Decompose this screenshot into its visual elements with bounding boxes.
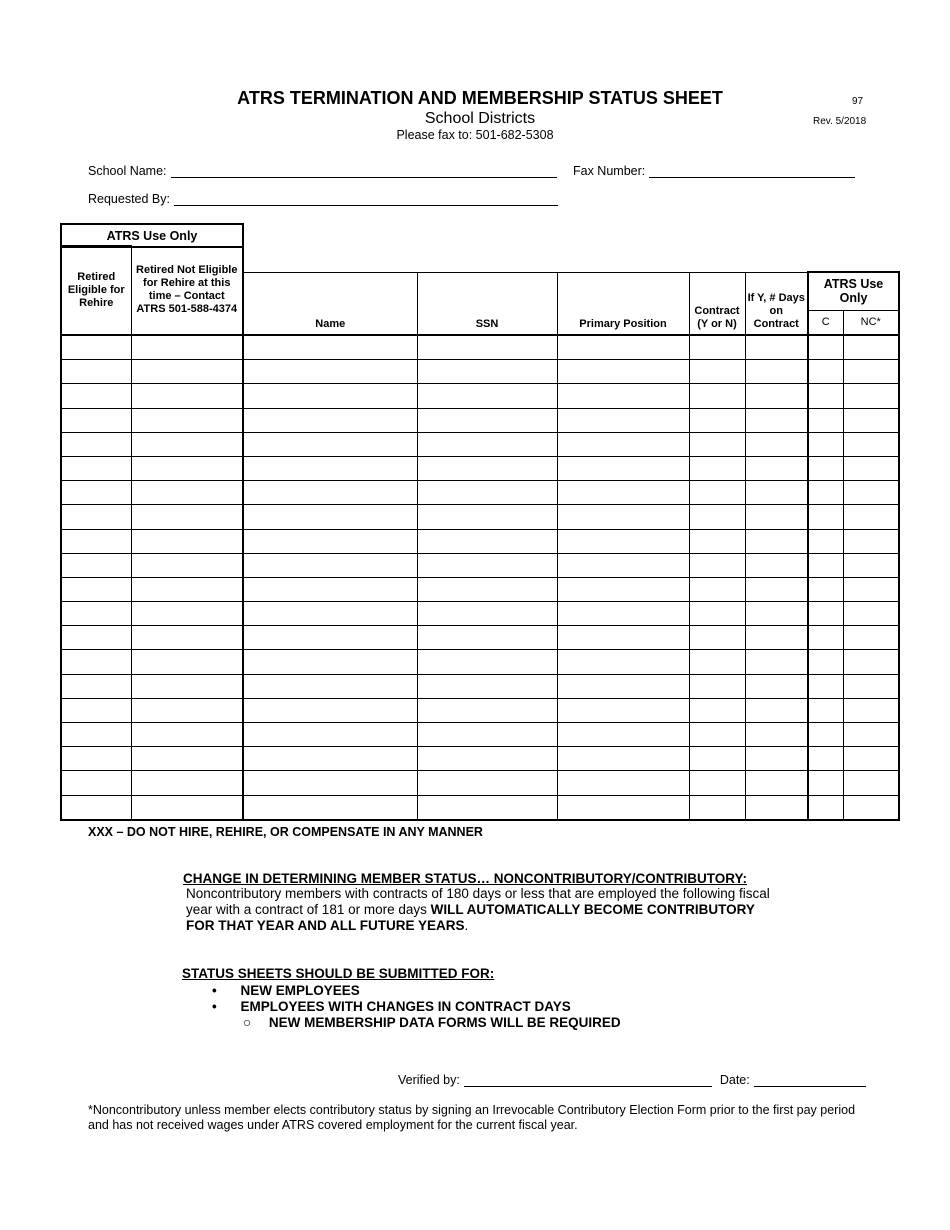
sub-bullet-item — [243, 1015, 621, 1030]
cell-retired-not-eligible[interactable] — [131, 723, 243, 747]
bullet-icon: • — [212, 999, 217, 1014]
date-input[interactable] — [754, 1074, 866, 1087]
cell-days[interactable] — [745, 505, 808, 529]
cell-c[interactable] — [808, 408, 843, 432]
cell-retired-not-eligible[interactable] — [131, 650, 243, 674]
verified-by-field — [398, 1073, 866, 1087]
cell-ssn[interactable] — [417, 553, 557, 577]
cell-name[interactable] — [243, 384, 417, 408]
cell-retired-not-eligible[interactable] — [131, 795, 243, 820]
cell-retired-not-eligible[interactable] — [131, 360, 243, 384]
cell-c[interactable] — [808, 626, 843, 650]
cell-name[interactable] — [243, 577, 417, 601]
hollow-circle-bullet-icon: ○ — [243, 1015, 252, 1030]
status-table-body — [61, 335, 899, 820]
cell-retired-eligible[interactable] — [61, 408, 131, 432]
cell-name[interactable] — [243, 432, 417, 456]
table-row — [61, 674, 899, 698]
cell-primary-position[interactable] — [557, 577, 689, 601]
cell-primary-position[interactable] — [557, 529, 689, 553]
cell-nc[interactable] — [843, 723, 899, 747]
cell-retired-eligible[interactable] — [61, 771, 131, 795]
cell-retired-not-eligible[interactable] — [131, 456, 243, 480]
cell-ssn[interactable] — [417, 408, 557, 432]
bullet-item — [212, 999, 571, 1014]
col-retired-eligible-header: Retired Eligible for Rehire — [61, 246, 131, 335]
cell-retired-eligible[interactable] — [61, 360, 131, 384]
cell-days[interactable] — [745, 360, 808, 384]
bullet-icon: • — [212, 983, 217, 998]
cell-c[interactable] — [808, 698, 843, 722]
cell-retired-eligible[interactable] — [61, 553, 131, 577]
cell-retired-not-eligible[interactable] — [131, 481, 243, 505]
cell-c[interactable] — [808, 602, 843, 626]
cell-days[interactable] — [745, 698, 808, 722]
verified-by-label: Verified by: — [398, 1073, 460, 1087]
col-name-header: Name — [243, 272, 417, 335]
cell-nc[interactable] — [843, 481, 899, 505]
cell-primary-position[interactable] — [557, 481, 689, 505]
fax-number-field — [573, 164, 855, 178]
cell-nc[interactable] — [843, 650, 899, 674]
cell-retired-not-eligible[interactable] — [131, 384, 243, 408]
cell-days[interactable] — [745, 529, 808, 553]
cell-nc[interactable] — [843, 747, 899, 771]
table-row — [61, 529, 899, 553]
cell-primary-position[interactable] — [557, 771, 689, 795]
table-row — [61, 602, 899, 626]
cell-contract[interactable] — [689, 602, 745, 626]
cell-retired-not-eligible[interactable] — [131, 432, 243, 456]
cell-retired-eligible[interactable] — [61, 335, 131, 360]
cell-nc[interactable] — [843, 577, 899, 601]
cell-retired-not-eligible[interactable] — [131, 577, 243, 601]
table-row — [61, 384, 899, 408]
table-row — [61, 360, 899, 384]
col-retired-not-eligible-header: Retired Not Eligible for Rehire at this time – Contact ATRS 501-588-4374 — [131, 246, 243, 335]
cell-nc[interactable] — [843, 626, 899, 650]
cell-contract[interactable] — [689, 384, 745, 408]
table-row — [61, 747, 899, 771]
col-ssn-header: SSN — [417, 272, 557, 335]
cell-contract[interactable] — [689, 747, 745, 771]
table-row — [61, 553, 899, 577]
cell-c[interactable] — [808, 360, 843, 384]
cell-retired-eligible[interactable] — [61, 432, 131, 456]
cell-name[interactable] — [243, 408, 417, 432]
change-status-text: Noncontributory members with contracts of 180 days or less that are employed the following fiscal year with a contract of 181 or more days WILL AUTOMATICALLY BECOME CONTRIBUTORY FOR THAT YEAR AND ALL FUTURE YEARS. — [186, 886, 770, 933]
cell-nc[interactable] — [843, 408, 899, 432]
cell-ssn[interactable] — [417, 481, 557, 505]
cell-c[interactable] — [808, 747, 843, 771]
cell-ssn[interactable] — [417, 577, 557, 601]
cell-ssn[interactable] — [417, 626, 557, 650]
cell-name[interactable] — [243, 335, 417, 360]
cell-name[interactable] — [243, 650, 417, 674]
cell-c[interactable] — [808, 795, 843, 820]
submission-heading: STATUS SHEETS SHOULD BE SUBMITTED FOR: — [182, 966, 495, 981]
cell-primary-position[interactable] — [557, 384, 689, 408]
cell-days[interactable] — [745, 771, 808, 795]
table-row — [61, 795, 899, 820]
bullet-contract-day-changes: EMPLOYEES WITH CHANGES IN CONTRACT DAYS — [240, 999, 571, 1014]
cell-nc[interactable] — [843, 698, 899, 722]
table-row — [61, 335, 899, 360]
cell-name[interactable] — [243, 795, 417, 820]
cell-ssn[interactable] — [417, 723, 557, 747]
header-spacer — [243, 246, 899, 272]
cell-retired-eligible[interactable] — [61, 795, 131, 820]
cell-name[interactable] — [243, 698, 417, 722]
cell-nc[interactable] — [843, 335, 899, 360]
cell-c[interactable] — [808, 335, 843, 360]
school-name-label: School Name: — [88, 164, 167, 178]
cell-primary-position[interactable] — [557, 650, 689, 674]
cell-contract[interactable] — [689, 674, 745, 698]
cell-days[interactable] — [745, 456, 808, 480]
change-status-heading: CHANGE IN DETERMINING MEMBER STATUS… NONCONTRIBUTORY/CONTRIBUTORY: — [183, 871, 747, 886]
cell-retired-eligible[interactable] — [61, 505, 131, 529]
cell-nc[interactable] — [843, 553, 899, 577]
cell-primary-position[interactable] — [557, 698, 689, 722]
atrs-use-only-right-header: ATRS Use Only — [808, 272, 899, 310]
cell-name[interactable] — [243, 360, 417, 384]
cell-nc[interactable] — [843, 529, 899, 553]
cell-retired-not-eligible[interactable] — [131, 626, 243, 650]
cell-contract[interactable] — [689, 577, 745, 601]
cell-retired-not-eligible[interactable] — [131, 553, 243, 577]
cell-primary-position[interactable] — [557, 723, 689, 747]
cell-contract[interactable] — [689, 650, 745, 674]
sub-bullet-data-forms: NEW MEMBERSHIP DATA FORMS WILL BE REQUIRED — [268, 1015, 621, 1030]
bullet-item — [212, 983, 360, 998]
cell-c[interactable] — [808, 577, 843, 601]
cell-contract[interactable] — [689, 795, 745, 820]
cell-ssn[interactable] — [417, 529, 557, 553]
cell-nc[interactable] — [843, 384, 899, 408]
cell-retired-eligible[interactable] — [61, 481, 131, 505]
cell-nc[interactable] — [843, 771, 899, 795]
date-label: Date: — [719, 1073, 750, 1087]
cell-primary-position[interactable] — [557, 795, 689, 820]
cell-ssn[interactable] — [417, 335, 557, 360]
col-days-header: If Y, # Days on Contract — [745, 272, 808, 335]
cell-retired-eligible[interactable] — [61, 650, 131, 674]
cell-contract[interactable] — [689, 481, 745, 505]
cell-retired-eligible[interactable] — [61, 626, 131, 650]
table-row — [61, 698, 899, 722]
cell-ssn[interactable] — [417, 505, 557, 529]
cell-days[interactable] — [745, 795, 808, 820]
cell-name[interactable] — [243, 771, 417, 795]
cell-ssn[interactable] — [417, 360, 557, 384]
cell-c[interactable] — [808, 553, 843, 577]
cell-days[interactable] — [745, 384, 808, 408]
cell-name[interactable] — [243, 602, 417, 626]
cell-nc[interactable] — [843, 456, 899, 480]
requested-by-field — [88, 192, 558, 206]
cell-retired-eligible[interactable] — [61, 602, 131, 626]
cell-contract[interactable] — [689, 360, 745, 384]
cell-contract[interactable] — [689, 626, 745, 650]
cell-retired-eligible[interactable] — [61, 674, 131, 698]
table-row — [61, 432, 899, 456]
cell-primary-position[interactable] — [557, 456, 689, 480]
cell-c[interactable] — [808, 723, 843, 747]
table-row — [61, 456, 899, 480]
cell-retired-eligible[interactable] — [61, 529, 131, 553]
cell-primary-position[interactable] — [557, 602, 689, 626]
cell-primary-position[interactable] — [557, 360, 689, 384]
cell-primary-position[interactable] — [557, 674, 689, 698]
page-subtitle: School Districts — [424, 110, 536, 127]
cell-primary-position[interactable] — [557, 505, 689, 529]
school-name-field — [88, 164, 557, 178]
cell-retired-not-eligible[interactable] — [131, 335, 243, 360]
cell-name[interactable] — [243, 529, 417, 553]
col-contract-header: Contract (Y or N) — [689, 272, 745, 335]
cell-primary-position[interactable] — [557, 626, 689, 650]
cell-primary-position[interactable] — [557, 432, 689, 456]
cell-nc[interactable] — [843, 795, 899, 820]
cell-nc[interactable] — [843, 505, 899, 529]
cell-contract[interactable] — [689, 335, 745, 360]
cell-contract[interactable] — [689, 723, 745, 747]
status-table — [60, 245, 900, 821]
cell-primary-position[interactable] — [557, 553, 689, 577]
col-c-header: C — [808, 310, 843, 335]
cell-ssn[interactable] — [417, 650, 557, 674]
cell-days[interactable] — [745, 650, 808, 674]
cell-ssn[interactable] — [417, 698, 557, 722]
cell-contract[interactable] — [689, 505, 745, 529]
cell-contract[interactable] — [689, 529, 745, 553]
table-row — [61, 723, 899, 747]
fax-instruction: Please fax to: 501-682-5308 — [396, 128, 554, 142]
cell-days[interactable] — [745, 723, 808, 747]
col-primary-position-header: Primary Position — [557, 272, 689, 335]
cell-nc[interactable] — [843, 602, 899, 626]
requested-by-input[interactable] — [174, 193, 558, 206]
cell-nc[interactable] — [843, 432, 899, 456]
atrs-use-only-label-top: ATRS Use Only — [60, 223, 244, 248]
fax-number-label: Fax Number: — [573, 164, 646, 178]
cell-c[interactable] — [808, 650, 843, 674]
cell-days[interactable] — [745, 481, 808, 505]
footnote: *Noncontributory unless member elects contributory status by signing an Irrevocable Contributory Election Form prior to the first pay period and has not received wages under ATRS covered employment for the current fiscal year. — [88, 1103, 856, 1132]
table-row — [61, 577, 899, 601]
school-name-input[interactable] — [171, 165, 557, 178]
cell-c[interactable] — [808, 384, 843, 408]
cell-contract[interactable] — [689, 771, 745, 795]
change-status-body: Noncontributory members with contracts of 180 days or less that are employed the following fiscal year with a contract of 181 or more days — [186, 886, 770, 917]
cell-ssn[interactable] — [417, 747, 557, 771]
change-status-emphasis: WILL AUTOMATICALLY BECOME CONTRIBUTORY FOR THAT YEAR AND ALL FUTURE YEARS — [186, 902, 755, 933]
cell-c[interactable] — [808, 529, 843, 553]
table-row — [61, 505, 899, 529]
cell-retired-eligible[interactable] — [61, 456, 131, 480]
do-not-hire-note: XXX – DO NOT HIRE, REHIRE, OR COMPENSATE IN ANY MANNER — [88, 825, 483, 839]
cell-contract[interactable] — [689, 456, 745, 480]
cell-retired-not-eligible[interactable] — [131, 771, 243, 795]
cell-ssn[interactable] — [417, 384, 557, 408]
cell-days[interactable] — [745, 626, 808, 650]
cell-ssn[interactable] — [417, 432, 557, 456]
cell-days[interactable] — [745, 335, 808, 360]
cell-days[interactable] — [745, 747, 808, 771]
cell-retired-eligible[interactable] — [61, 747, 131, 771]
cell-name[interactable] — [243, 505, 417, 529]
cell-c[interactable] — [808, 771, 843, 795]
cell-c[interactable] — [808, 481, 843, 505]
cell-name[interactable] — [243, 674, 417, 698]
requested-by-label: Requested By: — [88, 192, 170, 206]
page-title: ATRS TERMINATION AND MEMBERSHIP STATUS SHEET — [237, 88, 723, 108]
table-row — [61, 650, 899, 674]
cell-nc[interactable] — [843, 674, 899, 698]
cell-retired-eligible[interactable] — [61, 384, 131, 408]
cell-contract[interactable] — [689, 553, 745, 577]
cell-c[interactable] — [808, 505, 843, 529]
cell-c[interactable] — [808, 456, 843, 480]
cell-name[interactable] — [243, 456, 417, 480]
cell-retired-not-eligible[interactable] — [131, 529, 243, 553]
cell-c[interactable] — [808, 674, 843, 698]
col-nc-header: NC* — [843, 310, 899, 335]
form-number: 97 — [852, 96, 864, 107]
cell-retired-not-eligible[interactable] — [131, 747, 243, 771]
table-row — [61, 408, 899, 432]
cell-retired-not-eligible[interactable] — [131, 408, 243, 432]
table-row — [61, 626, 899, 650]
cell-retired-eligible[interactable] — [61, 723, 131, 747]
cell-primary-position[interactable] — [557, 747, 689, 771]
cell-days[interactable] — [745, 577, 808, 601]
cell-retired-not-eligible[interactable] — [131, 505, 243, 529]
cell-name[interactable] — [243, 626, 417, 650]
cell-name[interactable] — [243, 723, 417, 747]
cell-days[interactable] — [745, 408, 808, 432]
cell-ssn[interactable] — [417, 674, 557, 698]
bullet-new-employees: NEW EMPLOYEES — [240, 983, 360, 998]
cell-days[interactable] — [745, 602, 808, 626]
cell-retired-eligible[interactable] — [61, 698, 131, 722]
cell-days[interactable] — [745, 432, 808, 456]
table-row — [61, 481, 899, 505]
table-row — [61, 771, 899, 795]
cell-name[interactable] — [243, 481, 417, 505]
cell-retired-eligible[interactable] — [61, 577, 131, 601]
cell-nc[interactable] — [843, 360, 899, 384]
cell-contract[interactable] — [689, 698, 745, 722]
cell-ssn[interactable] — [417, 602, 557, 626]
cell-ssn[interactable] — [417, 771, 557, 795]
cell-ssn[interactable] — [417, 456, 557, 480]
cell-primary-position[interactable] — [557, 408, 689, 432]
cell-contract[interactable] — [689, 408, 745, 432]
cell-days[interactable] — [745, 674, 808, 698]
cell-ssn[interactable] — [417, 795, 557, 820]
cell-name[interactable] — [243, 747, 417, 771]
cell-name[interactable] — [243, 553, 417, 577]
cell-retired-not-eligible[interactable] — [131, 698, 243, 722]
cell-c[interactable] — [808, 432, 843, 456]
verified-by-input[interactable] — [464, 1074, 712, 1087]
fax-number-input[interactable] — [649, 165, 855, 178]
revision-date: Rev. 5/2018 — [813, 116, 867, 127]
cell-retired-not-eligible[interactable] — [131, 674, 243, 698]
cell-primary-position[interactable] — [557, 335, 689, 360]
cell-contract[interactable] — [689, 432, 745, 456]
cell-retired-not-eligible[interactable] — [131, 602, 243, 626]
cell-days[interactable] — [745, 553, 808, 577]
